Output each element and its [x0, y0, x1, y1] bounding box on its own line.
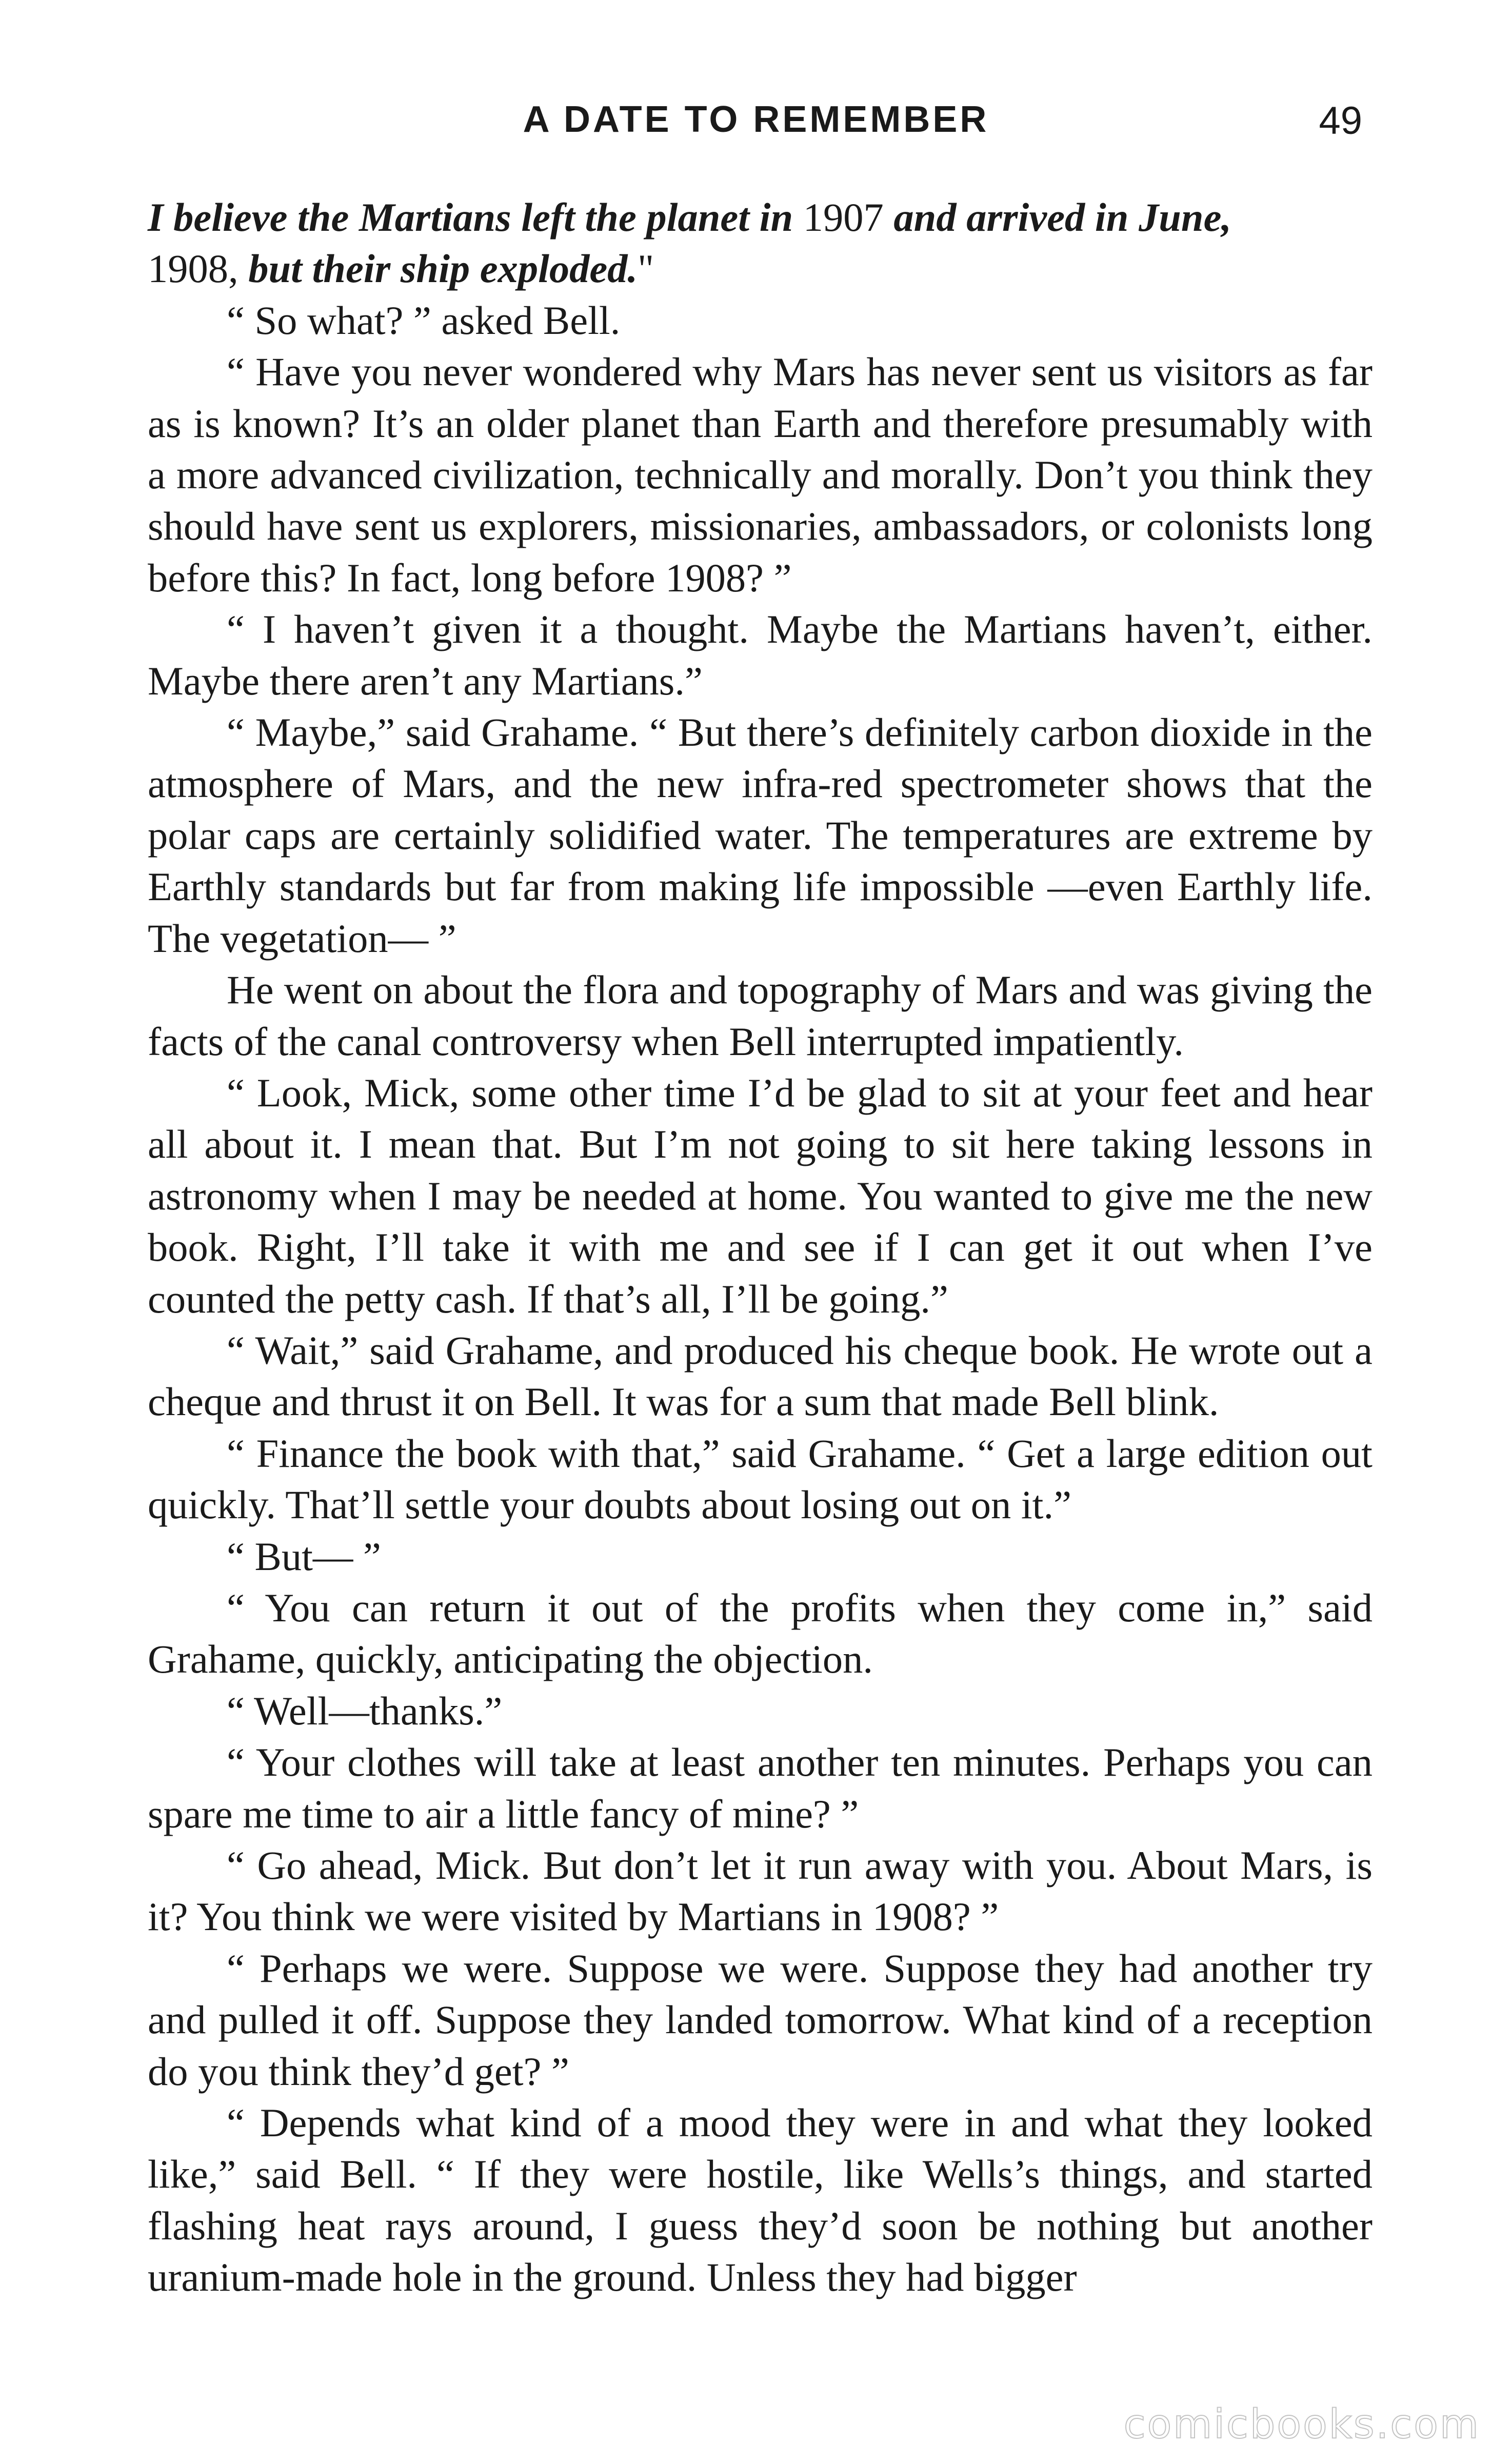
paragraph-continued: [148, 192, 1372, 295]
paragraph: “ Well—thanks.”: [227, 1688, 503, 1733]
paragraph: “ Perhaps we were. Suppose we were. Suppose they had another try and pulled it off. Suppose they landed tomorrow. What kind of a reception do you think they’d get? ”: [148, 1945, 1372, 2094]
paragraph: “ Your clothes will take at least another ten minutes. Perhaps you can spare me time to air a little fancy of mine? ”: [148, 1740, 1372, 1836]
paragraph: “ Go ahead, Mick. But don’t let it run away with you. About Mars, is it? You think we were visited by Martians in 1908? ”: [148, 1843, 1372, 1939]
paragraph: He went on about the flora and topography of Mars and was giving the facts of the canal controversy when Bell interrupted impatiently.: [148, 967, 1372, 1064]
paragraph: “ Look, Mick, some other time I’d be glad to sit at your feet and hear all about it. I mean that. But I’m not going to sit here taking lessons in astronomy when I may be needed at home. You wanted to give me the new book. Right, I’ll take it with me and see if I can get it out when I’ve counted the petty cash. If that’s all, I’ll be going.”: [148, 1070, 1372, 1321]
running-title: A DATE TO REMEMBER: [523, 99, 989, 140]
watermark: comicbooks.com: [1123, 2401, 1480, 2448]
closing-quote: ": [638, 246, 654, 291]
year-text: 1907: [793, 195, 894, 240]
paragraph: “ So what? ” asked Bell.: [227, 297, 621, 343]
paragraph: “ Finance the book with that,” said Grahame. “ Get a large edition out quickly. That’ll settle your doubts about losing out on it.”: [148, 1431, 1372, 1527]
body-text: [148, 192, 1372, 2303]
italic-text: and arrived in June,: [893, 195, 1232, 240]
paragraph: “ You can return it out of the profits when they come in,” said Grahame, quickly, anticipating the objection.: [148, 1585, 1372, 1682]
italic-text: but their ship exploded.: [238, 246, 638, 291]
paragraph: “ I haven’t given it a thought. Maybe the Martians haven’t, either. Maybe there aren’t any Martians.”: [148, 607, 1372, 703]
paragraph: “ Wait,” said Grahame, and produced his cheque book. He wrote out a cheque and thrust it on Bell. It was for a sum that made Bell blink.: [148, 1327, 1372, 1424]
page-number: 49: [1319, 99, 1362, 143]
year-text: 1908,: [148, 246, 238, 291]
paragraph: “ Maybe,” said Grahame. “ But there’s definitely carbon dioxide in the atmosphere of Mars, and the new infra-red spectrometer shows that the polar caps are certainly solidified water. The temperatures are extreme by Earthly standards but far from making life impossible —even Earthly life. The vegetation— ”: [148, 710, 1372, 961]
page-header: [0, 87, 1512, 149]
paragraph: “ Depends what kind of a mood they were in and what they looked like,” said Bell. “ If they were hostile, like Wells’s things, and started flashing heat rays around, I guess they’d soon be nothing but another uranium-made hole in the ground. Unless they had bigger: [148, 2100, 1372, 2300]
paragraph: “ But— ”: [227, 1534, 381, 1579]
paragraph: “ Have you never wondered why Mars has never sent us visitors as far as is known? It’s an older planet than Earth and therefore presumably with a more advanced civilization, technically and morally. Don’t you think they should have sent us explorers, missionaries, ambassadors, or colonists long before this? In fact, long before 1908? ”: [148, 349, 1372, 600]
italic-text: I believe the Martians left the planet in: [148, 195, 793, 240]
